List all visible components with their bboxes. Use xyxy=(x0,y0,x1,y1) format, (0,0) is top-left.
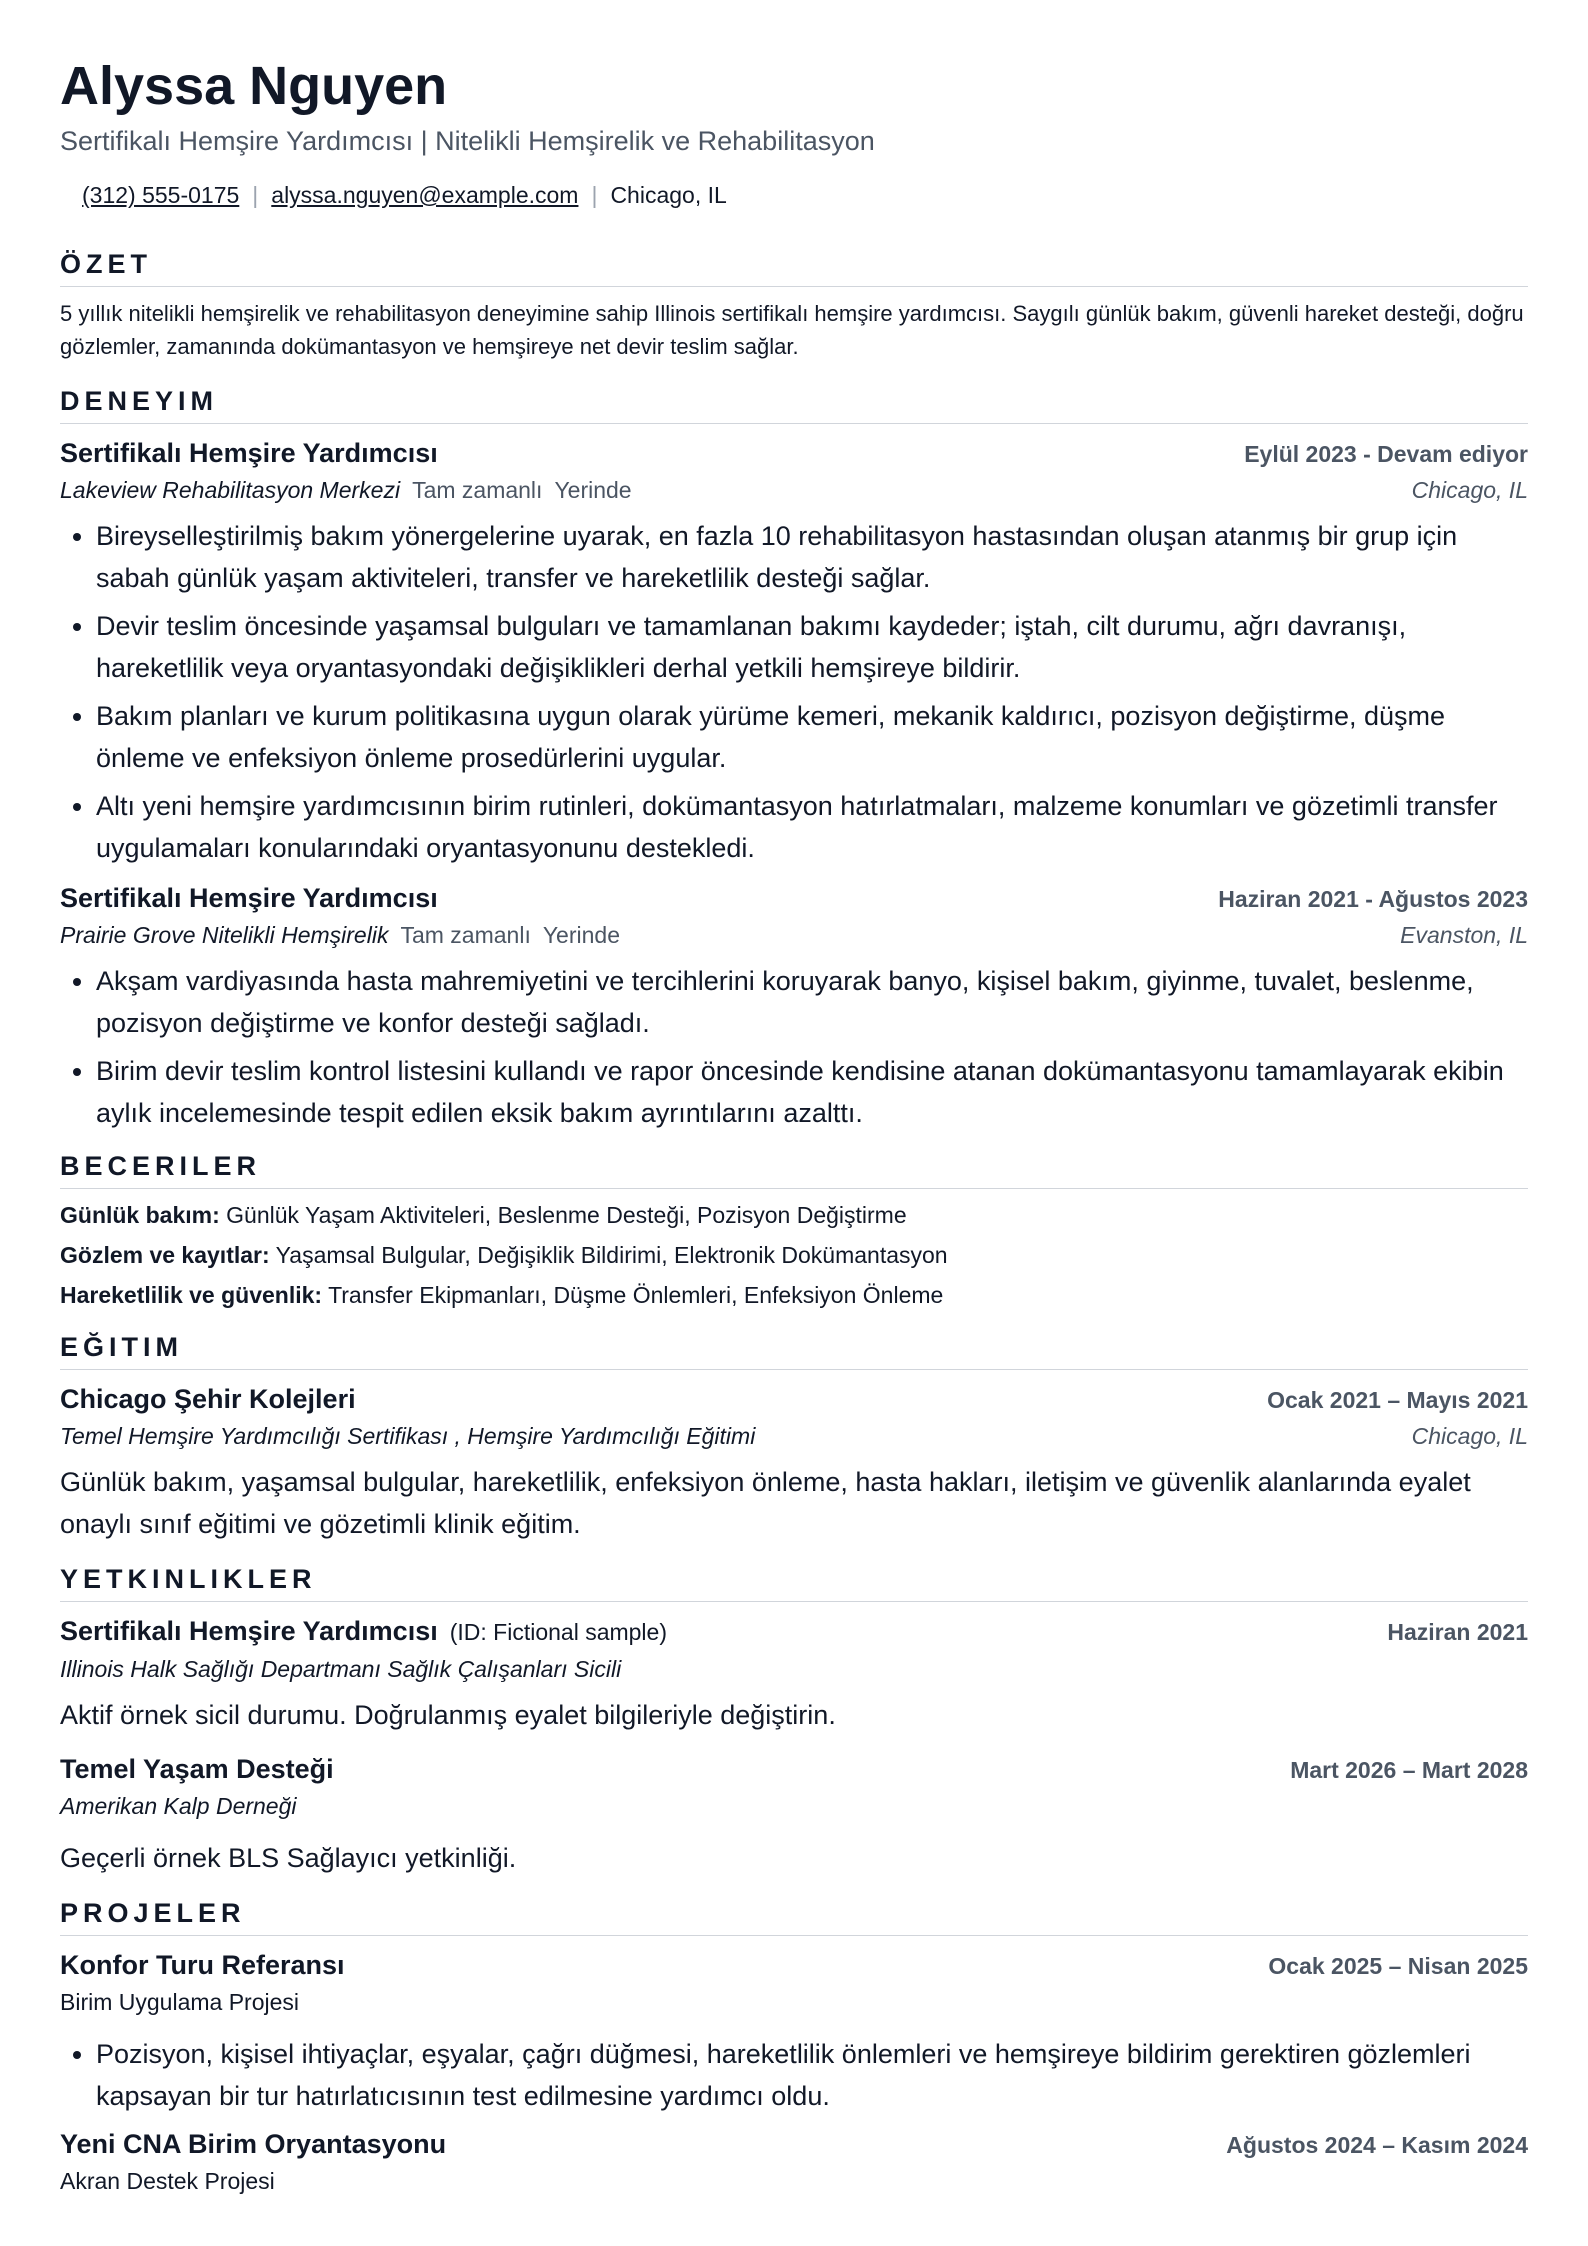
certification-issuer: Amerikan Kalp Derneği xyxy=(60,1793,297,1819)
certification-title: Temel Yaşam Desteği xyxy=(60,1754,334,1784)
employer-name: Lakeview Rehabilitasyon Merkezi xyxy=(60,477,401,503)
skill-label: Gözlem ve kayıtlar: xyxy=(60,1242,270,1268)
education-program: Temel Hemşire Yardımcılığı Sertifikası , Hemşire Yardımcılığı Eğitimi xyxy=(60,1423,756,1449)
phone-link[interactable]: (312) 555-0175 xyxy=(82,182,240,208)
project-dates: Ocak 2025 – Nisan 2025 xyxy=(1268,1953,1528,1979)
certification-note: Geçerli örnek BLS Sağlayıcı yetkinliği. xyxy=(60,1843,517,1873)
job-dates: Haziran 2021 - Ağustos 2023 xyxy=(1218,886,1528,912)
job-bullets xyxy=(60,960,1528,1134)
experience-entry xyxy=(60,879,1528,1134)
education-location: Chicago, IL xyxy=(1411,1423,1528,1449)
job-bullets xyxy=(60,515,1528,869)
job-dates: Eylül 2023 - Devam ediyor xyxy=(1244,441,1528,467)
project-entry xyxy=(60,2125,1528,2198)
skill-label: Hareketlilik ve güvenlik: xyxy=(60,1282,323,1308)
section-title-certifications: YETKINLIKLER xyxy=(60,1561,1528,1602)
education-entry xyxy=(60,1380,1528,1545)
skill-label: Günlük bakım: xyxy=(60,1202,220,1228)
email-link[interactable]: alyssa.nguyen@example.com xyxy=(271,182,579,208)
job-title: Sertifikalı Hemşire Yardımcısı xyxy=(60,438,438,468)
employment-type: Tam zamanlı xyxy=(400,922,531,948)
certification-entry xyxy=(60,1750,1528,1879)
skill-row xyxy=(60,1195,1528,1235)
certification-id: (ID: Fictional sample) xyxy=(449,1619,667,1645)
skill-row xyxy=(60,1235,1528,1275)
section-title-summary: ÖZET xyxy=(60,246,1528,287)
project-name: Yeni CNA Birim Oryantasyonu xyxy=(60,2129,447,2159)
skill-value: Yaşamsal Bulgular, Değişiklik Bildirimi, Elektronik Dokümantasyon xyxy=(275,1242,948,1268)
certification-title: Sertifikalı Hemşire Yardımcısı xyxy=(60,1616,438,1646)
job-location: Evanston, IL xyxy=(1400,922,1528,948)
section-title-experience: DENEYIM xyxy=(60,383,1528,424)
separator: | xyxy=(252,182,259,208)
certification-entry xyxy=(60,1612,1528,1736)
bullet-item: • Akşam vardiyasında hasta mahremiyetini ve tercihlerini koruyarak banyo, kişisel bakım, giyinme, tuvalet, beslenme, pozisyon değiştirme ve konfor desteği sağladı. xyxy=(96,960,1528,1044)
certification-issuer: Illinois Halk Sağlığı Departmanı Sağlık Çalışanları Sicili xyxy=(60,1656,622,1682)
bullet-item: • Devir teslim öncesinde yaşamsal bulguları ve tamamlanan bakımı kaydeder; iştah, cilt durumu, ağrı davranışı, hareketlilik veya oryantasyondaki değişiklikleri derhal yetkili hemşireye bildirir. xyxy=(96,605,1528,689)
employer-name: Prairie Grove Nitelikli Hemşirelik xyxy=(60,922,389,948)
project-dates: Ağustos 2024 – Kasım 2024 xyxy=(1226,2132,1528,2158)
bullet-item: • Pozisyon, kişisel ihtiyaçlar, eşyalar, çağrı düğmesi, hareketlilik önlemleri ve hemşireye bildirim gerektiren gözlemleri kapsayan bir tur hatırlatıcısının test edilmesine yardımcı oldu. xyxy=(96,2033,1528,2117)
bullet-item: • Bakım planları ve kurum politikasına uygun olarak yürüme kemeri, mekanik kaldırıcı, pozisyon değiştirme, düşme önleme ve enfeksiyon önleme prosedürlerini uygular. xyxy=(96,695,1528,779)
project-entry xyxy=(60,1946,1528,2117)
education-description: Günlük bakım, yaşamsal bulgular, hareketlilik, enfeksiyon önleme, hasta hakları, iletişim ve güvenlik alanlarında eyalet onaylı sınıf eğitimi ve gözetimli klinik eğitim. xyxy=(60,1467,1471,1539)
work-mode: Yerinde xyxy=(554,477,632,503)
employment-type: Tam zamanlı xyxy=(412,477,543,503)
summary-text: 5 yıllık nitelikli hemşirelik ve rehabilitasyon deneyimine sahip Illinois sertifikalı hemşire yardımcısı. Saygılı günlük bakım, güvenli hareket desteği, doğru gözlemler, zamanında dokümantasyon ve hemşireye net devir teslim sağlar. xyxy=(60,301,1524,359)
job-title: Sertifikalı Hemşire Yardımcısı xyxy=(60,883,438,913)
location-text: Chicago, IL xyxy=(610,182,727,208)
certification-name xyxy=(60,1612,667,1651)
employer xyxy=(60,918,620,952)
project-bullets xyxy=(60,2033,1528,2117)
employer xyxy=(60,473,632,507)
school-name: Chicago Şehir Kolejleri xyxy=(60,1384,356,1414)
certification-dates: Mart 2026 – Mart 2028 xyxy=(1290,1757,1528,1783)
skill-value: Transfer Ekipmanları, Düşme Önlemleri, Enfeksiyon Önleme xyxy=(328,1282,944,1308)
contact-line xyxy=(60,178,1528,212)
candidate-name: Alyssa Nguyen xyxy=(60,56,448,116)
section-title-projects: PROJELER xyxy=(60,1895,1528,1936)
project-kind: Akran Destek Projesi xyxy=(60,2168,275,2194)
separator: | xyxy=(591,182,598,208)
skills-list xyxy=(60,1195,1528,1315)
section-title-skills: BECERILER xyxy=(60,1148,1528,1189)
project-name: Konfor Turu Referansı xyxy=(60,1950,345,1980)
skill-row xyxy=(60,1275,1528,1315)
certification-dates: Haziran 2021 xyxy=(1387,1619,1528,1645)
experience-entry xyxy=(60,434,1528,869)
skill-value: Günlük Yaşam Aktiviteleri, Beslenme Desteği, Pozisyon Değiştirme xyxy=(226,1202,907,1228)
bullet-item: • Birim devir teslim kontrol listesini kullandı ve rapor öncesinde kendisine atanan dokümantasyonu tamamlayarak ekibin aylık incelemesinde tespit edilen eksik bakım ayrıntılarını azalttı. xyxy=(96,1050,1528,1134)
work-mode: Yerinde xyxy=(542,922,620,948)
bullet-item: • Altı yeni hemşire yardımcısının birim rutinleri, dokümantasyon hatırlatmaları, malzeme konumları ve gözetimli transfer uygulamaları konularındaki oryantasyonunu destekledi. xyxy=(96,785,1528,869)
headline: Sertifikalı Hemşire Yardımcısı | Nitelikli Hemşirelik ve Rehabilitasyon xyxy=(60,126,875,156)
project-kind: Birim Uygulama Projesi xyxy=(60,1989,300,2015)
job-location: Chicago, IL xyxy=(1411,477,1528,503)
certification-note: Aktif örnek sicil durumu. Doğrulanmış eyalet bilgileriyle değiştirin. xyxy=(60,1700,836,1730)
bullet-item: • Bireyselleştirilmiş bakım yönergelerine uyarak, en fazla 10 rehabilitasyon hastasından oluşan atanmış bir grup için sabah günlük yaşam aktiviteleri, transfer ve hareketlilik desteği sağlar. xyxy=(96,515,1528,599)
section-title-education: EĞITIM xyxy=(60,1329,1528,1370)
education-dates: Ocak 2021 – Mayıs 2021 xyxy=(1267,1387,1528,1413)
